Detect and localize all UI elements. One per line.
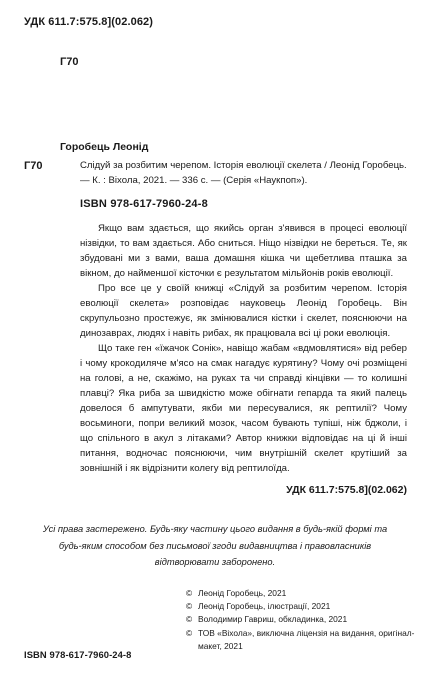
copyright-text: Леонід Горобець, ілюстрації, 2021 <box>198 601 331 612</box>
rights-notice: Усі права застережено. Будь-яку частину цього видання в будь-якій формі та будь-яким способом без письмової згоди видавництва і правовласників відтворювати заборонено. <box>42 524 388 567</box>
copyright-icon: © <box>186 588 193 598</box>
udc-code-bottom: УДК 611.7:575.8](02.062) <box>286 484 407 496</box>
annotation-paragraph: Якщо вам здається, що якийсь орган з'явився в процесі еволюції нізвідки, то вам здається. Або сниться. Ніщо нізвідки не береться. Те, як збудовані ми з вами, ваша домашня кішка чи щебетлива пташка за вікном, до найменшої кісточки є результатом мільйонів років еволюції. <box>80 223 407 279</box>
copyright-line <box>186 587 416 600</box>
isbn-bottom: ISBN 978-617-7960-24-8 <box>24 649 132 660</box>
copyright-icon: © <box>186 627 193 638</box>
copyright-list <box>186 587 416 653</box>
author-mark: Г70 <box>24 160 43 172</box>
author-name: Горобець Леонід <box>60 141 149 153</box>
copyright-text: Леонід Горобець, 2021 <box>198 588 287 598</box>
author-mark-top: Г70 <box>60 56 79 68</box>
isbn: ISBN 978-617-7960-24-8 <box>80 198 208 210</box>
copyright-line <box>186 600 416 613</box>
copyright-text: Володимир Гавриш, обкладинка, 2021 <box>198 614 348 625</box>
copyright-icon: © <box>186 601 193 612</box>
annotation-paragraph: Про все це у своїй книжці «Слідуй за розбитим черепом. Історія еволюції скелета» розповідає науковець Леонід Горобець. Він скрупульозно простежує, як змінювалися кістки і скелет, пояснюючи на динозаврах, людях і навіть рибах, як працювала всі ці роки еволюція. <box>80 283 407 339</box>
copyright-line <box>186 627 416 653</box>
copyright-icon: © <box>186 614 193 625</box>
copyright-line <box>186 613 416 626</box>
bibliographic-description: Слідуй за розбитим черепом. Історія еволюції скелета / Леонід Горобець. — К. : Віхола, 2021. — 336 с. — (Серія «Наукпоп»). <box>80 160 407 186</box>
udc-code-top: УДК 611.7:575.8](02.062) <box>24 16 154 28</box>
annotation <box>80 221 407 476</box>
copyright-text: ТОВ «Віхола», виключна ліцензія на видання, оригінал-макет, 2021 <box>198 627 415 651</box>
annotation-paragraph: Що таке ген «їжачок Сонік», навіщо жабам «вдмовлятися» від ребер і чому крокодиляче м'ясо на смак нагадує курятину? Чому очі розміщені на голові, а не, скажімо, на руках та чи справді кінцівки — то колишні плавці? Яка риба за швидкістю може обігнати гепарда та який палець довелося б ампутувати, якби ми пересувалися, як рептилії? Чому восьминоги, попри великий мозок, часом бувають тупішi, ніж бджоли, і що спільного в акул з літаками? Автор книжки відповідає на ці й інші питання, водночас пояснюючи, чим внутрішній скелет крутіший за зовнішній і як відрізнити колегу від рептилоїда. <box>80 343 407 474</box>
